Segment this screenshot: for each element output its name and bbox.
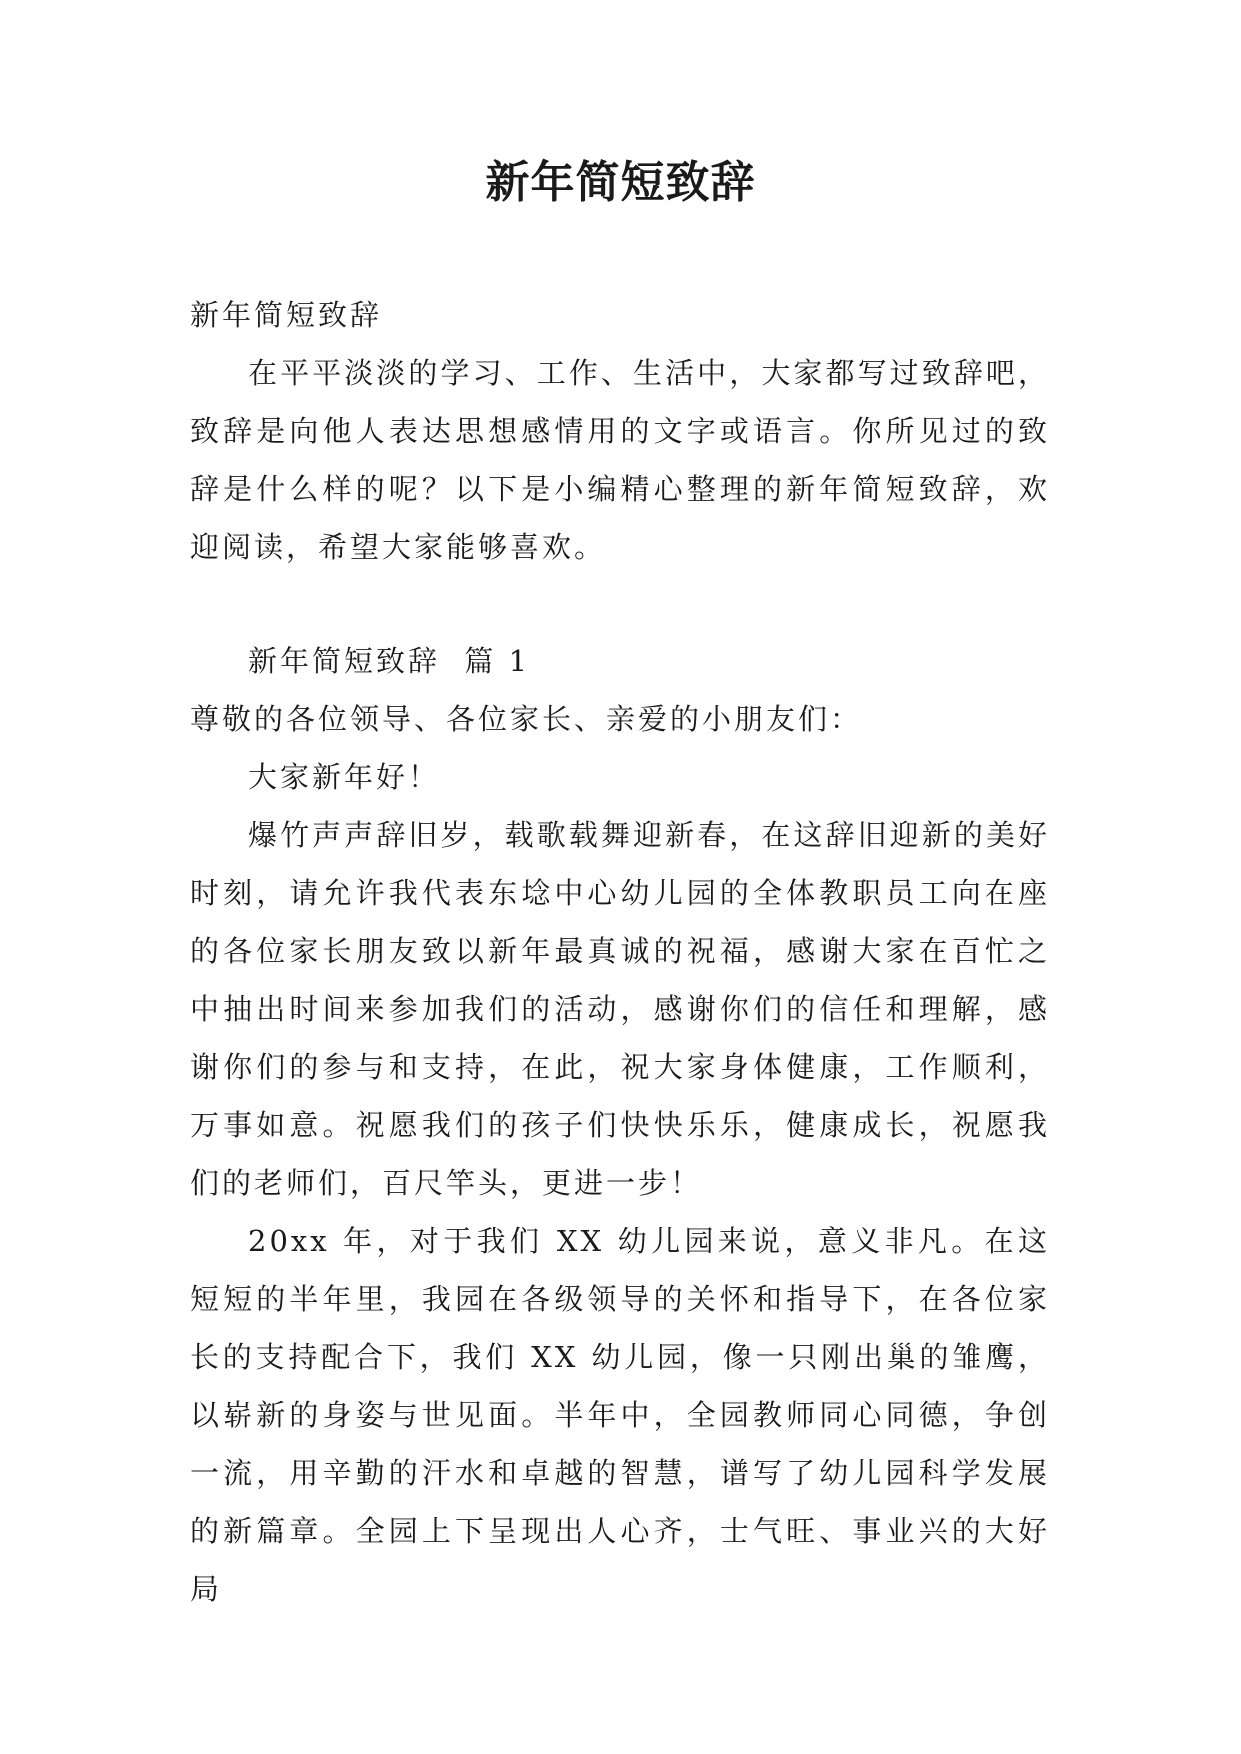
salutation: 尊敬的各位领导、各位家长、亲爱的小朋友们：: [190, 702, 863, 736]
section-heading: 新年简短致辞 篇 1: [248, 644, 531, 678]
document-subtitle: 新年简短致辞: [190, 298, 383, 332]
body-paragraph-2: 20xx 年，对于我们 XX 幼儿园来说，意义非凡。在这短短的半年里，我园在各级领导的关怀和指导下，在各位家长的支持配合下，我们 XX 幼儿园，像一只刚出巢的雏鹰，以崭新的身姿与世见面。半年中，全园教师同心同德，争创一流，用辛勤的汗水和卓越的智慧，谱写了幼儿园科学发展的新篇章。全园上下呈现出人心齐，士气旺、事业兴的大好局: [190, 1224, 1050, 1606]
document-title: 新年简短致辞: [485, 157, 756, 208]
paragraph-spacer: [190, 576, 1050, 632]
greeting: 大家新年好！: [248, 760, 441, 794]
document-body: [190, 286, 1050, 1618]
intro-paragraph: 在平平淡淡的学习、工作、生活中，大家都写过致辞吧，致辞是向他人表达思想感情用的文字或语言。你所见过的致辞是什么样的呢？以下是小编精心整理的新年简短致辞，欢迎阅读，希望大家能够喜欢。: [190, 356, 1050, 564]
body-paragraph-1: 爆竹声声辞旧岁，载歌载舞迎新春，在这辞旧迎新的美好时刻，请允许我代表东埝中心幼儿园的全体教职员工向在座的各位家长朋友致以新年最真诚的祝福，感谢大家在百忙之中抽出时间来参加我们的活动，感谢你们的信任和理解，感谢你们的参与和支持，在此，祝大家身体健康，工作顺利，万事如意。祝愿我们的孩子们快快乐乐，健康成长，祝愿我们的老师们，百尺竿头，更进一步！: [190, 818, 1050, 1200]
